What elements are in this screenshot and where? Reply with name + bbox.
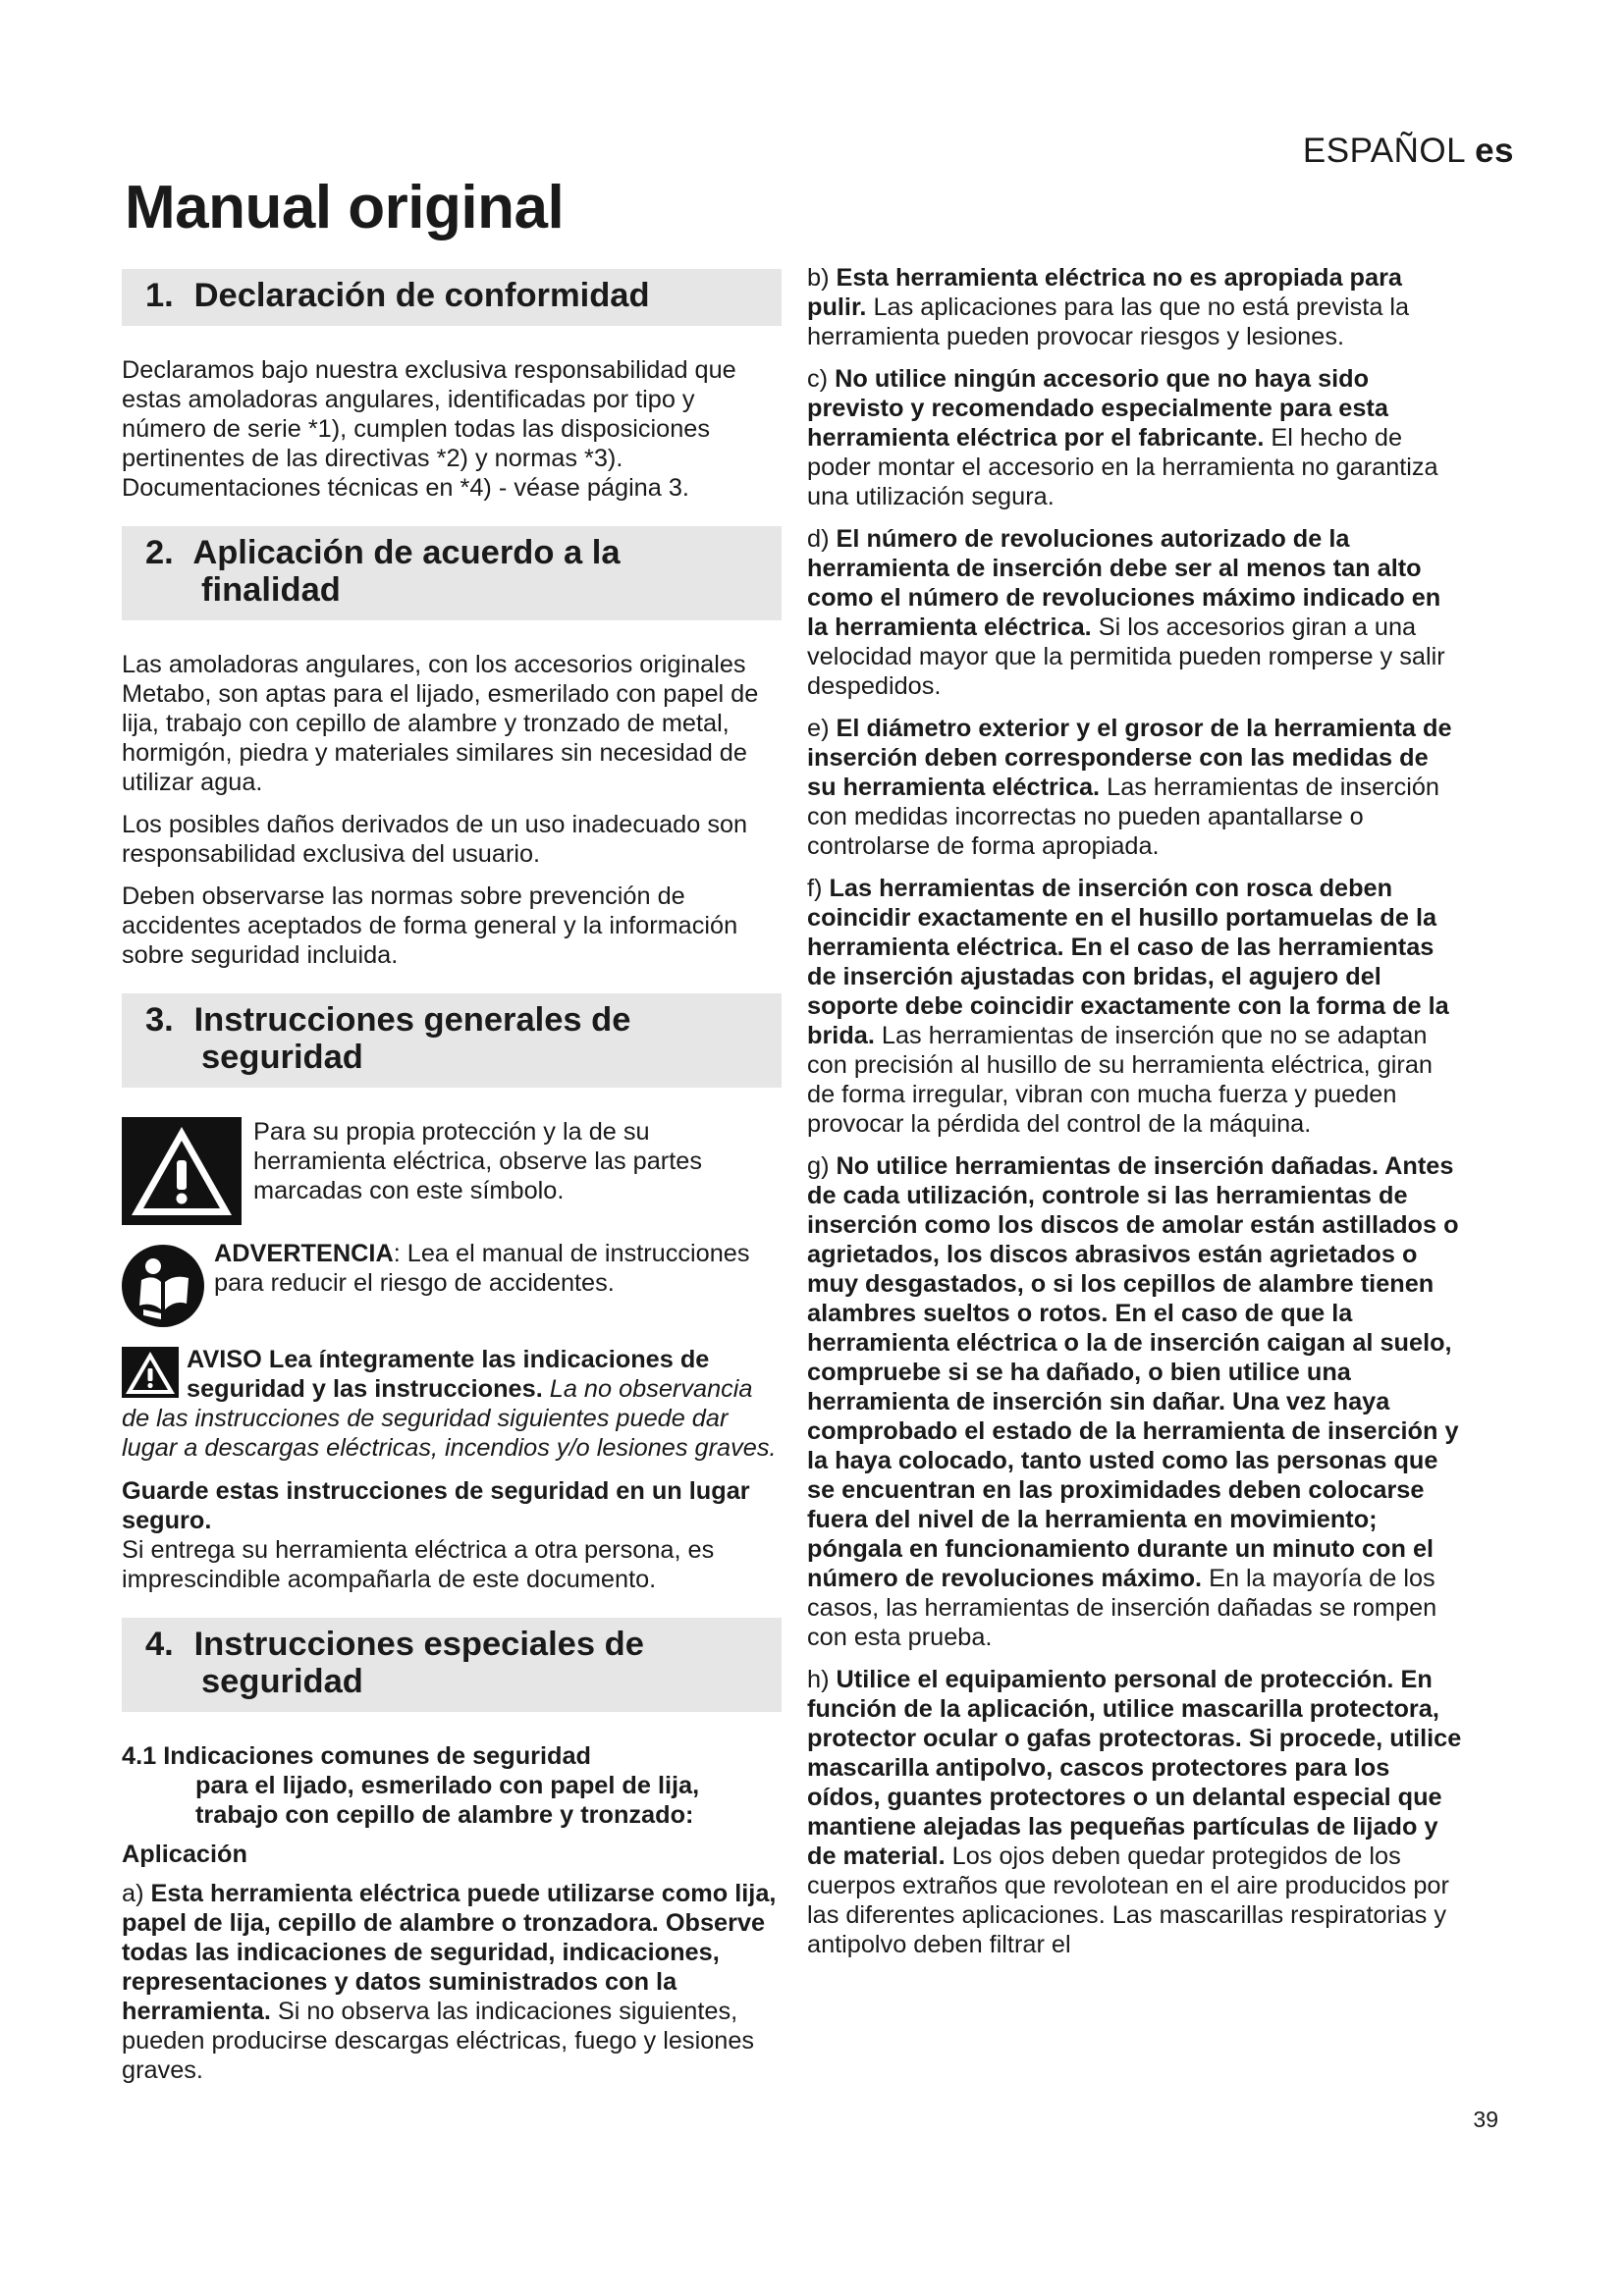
item-bold: No utilice herramientas de inserción dañadas. Antes de cada utilización, controle si las herramientas de inserción como los discos de amolar están astillados o agrietados, los discos abrasivos están agrietados o muy desgastados, o si los cepillos de alambre tienen alambres sueltos o rotos. En el caso de que la herramienta eléctrica o la de inserción caigan al suelo, compruebe si se ha dañado, o bien utilice una herramienta de inserción sin dañar. Una vez haya comprobado el estado de la herramienta de inserción y la haya colocado, tanto usted como las personas que se encuentran en las proximidades deben colocarse fuera del nivel de la herramienta en movimiento; póngala en funcionamiento durante un minuto con el número de revoluciones máximo.	[807, 1152, 1459, 1592]
section-1-paragraph: Declaramos bajo nuestra exclusiva responsabilidad que estas amoladoras angulares, identificadas por tipo y número de serie *1), cumplen todas las disposiciones pertinentes de las directivas *2) y normas *3). Documentaciones técnicas en *4) - véase página 3.	[122, 356, 736, 502]
item-bold: Esta herramienta eléctrica no es apropiada para pulir.	[807, 264, 1402, 321]
section-1-heading	[122, 269, 782, 326]
aviso-note	[122, 1345, 782, 1463]
page-number: 39	[1473, 2107, 1498, 2132]
advertencia-note	[122, 1239, 782, 1327]
section-number: 3.	[145, 1001, 174, 1039]
item-label: g)	[807, 1152, 830, 1180]
language-code: es	[1475, 132, 1514, 170]
item-b	[807, 263, 1463, 351]
item-label: a)	[122, 1880, 144, 1907]
section-3-heading	[122, 993, 782, 1088]
item-g	[807, 1151, 1463, 1652]
aviso-bold: AVISO Lea íntegramente las indicaciones de seguridad y las instrucciones.	[187, 1346, 710, 1403]
item-text: Si no observa las indicaciones siguientes, pueden producirse descargas eléctricas, fuego y lesiones graves.	[122, 1998, 755, 2084]
item-d	[807, 524, 1463, 701]
subsection-4-1-heading	[122, 1741, 782, 1830]
aviso-italic: La no observancia de las instrucciones de seguridad siguientes puede dar lugar a descargas eléctricas, incendios y/o lesiones graves.	[122, 1375, 777, 1462]
guarde-heading	[122, 1476, 782, 1535]
advertencia-label: ADVERTENCIA	[214, 1240, 394, 1267]
safety-symbol-note	[122, 1117, 782, 1225]
symbol-note-text: Para su propia protección y la de su herramienta eléctrica, observe las partes marcadas con este símbolo.	[253, 1118, 702, 1204]
item-e	[807, 714, 1463, 861]
right-column	[807, 263, 1463, 1972]
language-name: ESPAÑOL	[1302, 132, 1465, 170]
section-title: Instrucciones especiales de	[193, 1626, 644, 1663]
subsection-number: 4.1	[122, 1742, 157, 1770]
item-label: h)	[807, 1666, 830, 1693]
item-text: Las herramientas de inserción con medidas incorrectas no pueden apantallarse o controlarse de forma apropiada.	[807, 774, 1439, 860]
item-text: El hecho de poder montar el accesorio en la herramienta no garantiza una utilización segura.	[807, 424, 1438, 510]
section-number: 4.	[145, 1626, 174, 1663]
section-title-cont: seguridad	[201, 1663, 363, 1700]
item-label: b)	[807, 264, 830, 292]
subsection-title: Indicaciones comunes de seguridad	[163, 1742, 591, 1770]
section-number: 2.	[145, 534, 174, 571]
item-text: Las aplicaciones para las que no está prevista la herramienta pueden provocar riesgos y lesiones.	[807, 294, 1410, 350]
section-2-paragraph: Las amoladoras angulares, con los accesorios originales Metabo, son aptas para el lijado, esmerilado con papel de lija, trabajo con cepillo de alambre y tronzado de metal, hormigón, piedra y materiales similares sin necesidad de utilizar agua.	[122, 651, 759, 796]
item-f	[807, 874, 1463, 1139]
section-title: Instrucciones generales de	[193, 1001, 631, 1039]
item-text: Las herramientas de inserción que no se adaptan con precisión al husillo de su herramienta eléctrica, giran de forma irregular, vibran con mucha fuerza y pueden provocar la pérdida del control de la máquina.	[807, 1022, 1433, 1138]
item-bold: El número de revoluciones autorizado de la herramienta de inserción debe ser al menos tan alto como el número de revoluciones máximo indicado en la herramienta eléctrica.	[807, 525, 1441, 641]
subsection-title-cont: para el lijado, esmerilado con papel de lija, trabajo con cepillo de alambre y tronzado:	[195, 1772, 700, 1829]
section-title-cont: seguridad	[201, 1039, 363, 1076]
guarde-paragraph: Si entrega su herramienta eléctrica a otra persona, es imprescindible acompañarla de este documento.	[122, 1536, 715, 1593]
item-bold: Las herramientas de inserción con rosca deben coincidir exactamente en el husillo portamuelas de la herramienta eléctrica. En el caso de las herramientas de inserción ajustadas con bridas, el agujero del soporte debe coincidir exactamente con la forma de la brida.	[807, 875, 1449, 1049]
item-label: e)	[807, 715, 830, 742]
section-2-paragraph: Los posibles daños derivados de un uso inadecuado son responsabilidad exclusiva del usuario.	[122, 811, 748, 868]
warning-triangle-icon	[122, 1117, 242, 1225]
section-2-heading	[122, 526, 782, 620]
guarde-bold: Guarde estas instrucciones de seguridad en un lugar seguro.	[122, 1477, 750, 1534]
language-header	[1303, 132, 1514, 171]
item-label: d)	[807, 525, 830, 553]
section-2-paragraph: Deben observarse las normas sobre prevención de accidentes aceptados de forma general y la información sobre seguridad incluida.	[122, 882, 738, 969]
item-bold: Esta herramienta eléctrica puede utilizarse como lija, papel de lija, cepillo de alambre o tronzadora. Observe todas las indicaciones de seguridad, indicaciones, representaciones y datos suministrados con la herramienta.	[122, 1880, 777, 2025]
section-title: Aplicación de acuerdo a la	[192, 534, 621, 571]
aplicacion-heading: Aplicación	[122, 1841, 247, 1868]
item-a	[122, 1879, 782, 2085]
section-4-heading	[122, 1618, 782, 1712]
section-title: Declaración de conformidad	[193, 277, 650, 314]
page-title: Manual original	[125, 174, 565, 241]
item-bold: No utilice ningún accesorio que no haya sido previsto y recomendado especialmente para esta herramienta eléctrica por el fabricante.	[807, 365, 1388, 452]
item-label: c)	[807, 365, 829, 393]
warning-small-icon	[122, 1347, 179, 1398]
left-column	[122, 269, 782, 2098]
item-label: f)	[807, 875, 823, 902]
item-bold: El diámetro exterior y el grosor de la herramienta de inserción deben corresponderse con las medidas de su herramienta eléctrica.	[807, 715, 1452, 801]
item-text: Los ojos deben quedar protegidos de los cuerpos extraños que revolotean en el aire producidos por las diferentes aplicaciones. Las mascarillas respiratorias y antipolvo deben filtrar el	[807, 1842, 1449, 1958]
advertencia-text	[214, 1239, 782, 1298]
section-number: 1.	[145, 277, 174, 314]
read-manual-icon	[122, 1245, 204, 1327]
section-title-cont: finalidad	[201, 571, 341, 609]
advertencia-body: : Lea el manual de instrucciones para reducir el riesgo de accidentes.	[214, 1240, 750, 1297]
item-text: Si los accesorios giran a una velocidad mayor que la permitida pueden romperse y salir despedidos.	[807, 614, 1445, 700]
item-h	[807, 1665, 1463, 1959]
item-c	[807, 364, 1463, 511]
item-text: En la mayoría de los casos, las herramientas de inserción dañadas se rompen con esta prueba.	[807, 1565, 1437, 1651]
item-bold: Utilice el equipamiento personal de protección. En función de la aplicación, utilice mascarilla protectora, protector ocular o gafas protectoras. Si procede, utilice mascarilla antipolvo, cascos protectores para los oídos, guantes protectores o un delantal especial que mantiene alejadas las pequeñas partículas de lijado y de material.	[807, 1666, 1462, 1870]
